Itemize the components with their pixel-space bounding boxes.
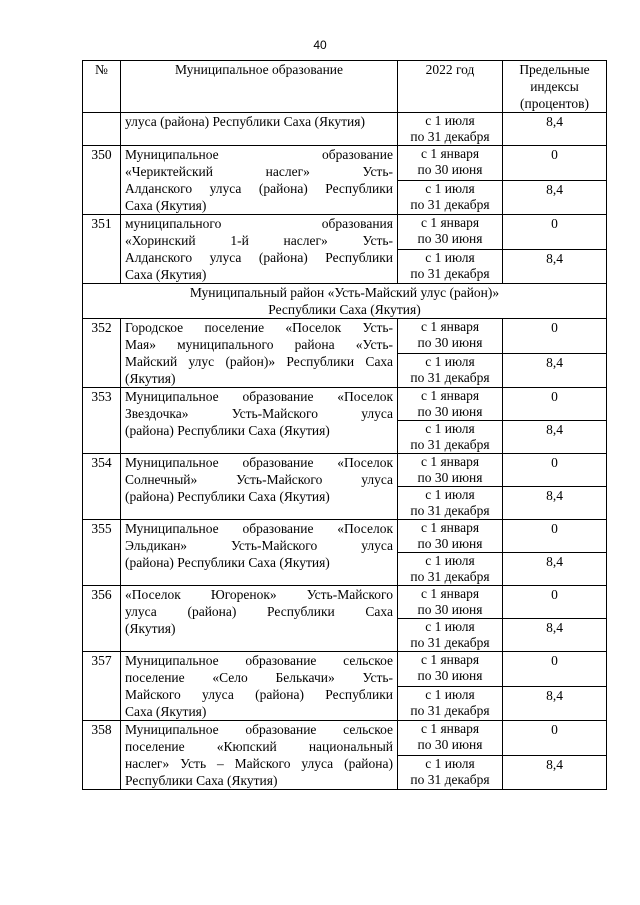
row-index-first-half: 0 — [503, 146, 607, 181]
row-index-first-half: 0 — [503, 586, 607, 619]
period-from: с 1 июля — [425, 113, 475, 128]
row-num: 354 — [83, 454, 121, 520]
row-num: 357 — [83, 652, 121, 721]
municipality-name-line: Муниципальное образование сельское — [125, 653, 393, 668]
header-municipality: Муниципальное образование — [121, 61, 398, 113]
municipality-name-line: Алданского улуса (района) Республики — [125, 181, 393, 196]
table-row-356 — [83, 586, 607, 619]
municipality-name-line: Муниципальное образование «Поселок — [125, 521, 393, 536]
row-period-first-half — [398, 215, 503, 250]
row-index-second-half: 8,4 — [503, 180, 607, 215]
row-period-second-half — [398, 249, 503, 284]
period-from: с 1 января — [420, 586, 480, 601]
row-index-second-half: 8,4 — [503, 487, 607, 520]
row-num: 350 — [83, 146, 121, 215]
row-period — [398, 113, 503, 146]
municipality-name-line: (Якутия) — [125, 621, 176, 636]
row-period-second-half — [398, 686, 503, 721]
period-to: по 31 декабря — [410, 569, 490, 584]
period-from: с 1 января — [420, 454, 480, 469]
table-row-357 — [83, 652, 607, 687]
period-from: с 1 июля — [425, 487, 475, 502]
period-to: по 30 июня — [417, 602, 483, 617]
municipality-name-line: «Хоринский 1-й наслег» Усть- — [125, 233, 393, 248]
municipality-name-line: Мая» муниципального района «Усть- — [125, 337, 393, 352]
row-index-first-half: 0 — [503, 652, 607, 687]
period-to: по 30 июня — [417, 231, 483, 246]
period-from: с 1 июля — [425, 353, 475, 369]
table-row-351 — [83, 215, 607, 250]
municipality-name-line: Саха (Якутия) — [125, 198, 207, 213]
municipality-name-line: Муниципальное образование сельское — [125, 722, 393, 737]
row-index-first-half: 0 — [503, 215, 607, 250]
row-period-first-half — [398, 586, 503, 619]
row-municipality — [121, 586, 398, 652]
row-index-second-half: 8,4 — [503, 353, 607, 388]
row-index-second-half: 8,4 — [503, 553, 607, 586]
row-num: 356 — [83, 586, 121, 652]
row-period-first-half — [398, 146, 503, 181]
period-to: по 31 декабря — [410, 129, 490, 144]
period-from: с 1 января — [420, 652, 480, 667]
row-municipality — [121, 454, 398, 520]
page-number: 40 — [313, 38, 327, 52]
row-num: 353 — [83, 388, 121, 454]
municipality-name-line: Городское поселение «Поселок Усть- — [125, 320, 393, 335]
municipality-name-line: (района) Республики Саха (Якутия) — [125, 489, 330, 504]
section-row — [83, 284, 607, 319]
period-from: с 1 июля — [425, 249, 475, 265]
period-to: по 31 декабря — [410, 771, 490, 787]
municipality-name-line: (района) Республики Саха (Якутия) — [125, 423, 330, 438]
row-num: 358 — [83, 721, 121, 790]
row-municipality — [121, 388, 398, 454]
municipality-name-line: Алданского улуса (района) Республики — [125, 250, 393, 265]
municipality-name-line: (Якутия) — [125, 371, 176, 386]
row-period-second-half — [398, 353, 503, 388]
period-to: по 30 июня — [417, 162, 483, 177]
row-index-first-half: 0 — [503, 721, 607, 756]
period-to: по 31 декабря — [410, 369, 490, 385]
table-row-355 — [83, 520, 607, 553]
row-municipality — [121, 215, 398, 284]
period-to: по 31 декабря — [410, 635, 490, 650]
municipality-name-line: Майский улус (район)» Республики Саха — [125, 354, 393, 369]
municipality-name-line: «Чериктейский наслег» Усть- — [125, 164, 393, 179]
period-from: с 1 января — [420, 319, 480, 334]
municipality-name-line: Муниципальное образование «Поселок — [125, 455, 393, 470]
period-from: с 1 июля — [425, 421, 475, 436]
municipality-name-line: Саха (Якутия) — [125, 267, 207, 282]
row-period-second-half — [398, 180, 503, 215]
table-body — [83, 113, 607, 790]
row-num — [83, 113, 121, 146]
period-to: по 31 декабря — [410, 702, 490, 718]
municipality-name-line: Майского улуса (района) Республики — [125, 687, 393, 702]
period-from: с 1 января — [420, 721, 480, 736]
period-from: с 1 июля — [425, 180, 475, 196]
row-num: 352 — [83, 319, 121, 388]
period-from: с 1 января — [420, 520, 480, 535]
row-index-second-half: 8,4 — [503, 421, 607, 454]
header-index: Предельные индексы (процентов) — [503, 61, 607, 113]
period-to: по 30 июня — [417, 737, 483, 752]
period-from: с 1 июля — [425, 553, 475, 568]
row-index-first-half: 0 — [503, 520, 607, 553]
period-to: по 31 декабря — [410, 265, 490, 281]
municipality-name-line: Звездочка» Усть-Майского улуса — [125, 406, 393, 421]
row-period-second-half — [398, 421, 503, 454]
row-num: 351 — [83, 215, 121, 284]
municipality-name-line: Солнечный» Усть-Майского улуса — [125, 472, 393, 487]
row-municipality — [121, 146, 398, 215]
period-to: по 30 июня — [417, 335, 483, 350]
row-index-first-half: 0 — [503, 454, 607, 487]
table-row-352 — [83, 319, 607, 354]
period-to: по 30 июня — [417, 470, 483, 485]
row-index-first-half: 0 — [503, 388, 607, 421]
row-period-second-half — [398, 619, 503, 652]
period-from: с 1 января — [420, 146, 480, 161]
period-from: с 1 июля — [425, 619, 475, 634]
row-period-first-half — [398, 319, 503, 354]
row-municipality — [121, 520, 398, 586]
section-title-line2: Республики Саха (Якутия) — [268, 302, 421, 317]
section-title-line1: Муниципальный район «Усть-Майский улус (район)» — [189, 285, 500, 300]
municipality-name-line: поселение «Село Белькачи» Усть- — [125, 670, 393, 685]
header-num: № — [83, 61, 121, 113]
municipality-name-line: Республики Саха (Якутия) — [125, 773, 278, 788]
row-index-second-half: 8,4 — [503, 249, 607, 284]
period-from: с 1 января — [420, 388, 480, 403]
row-period-first-half — [398, 388, 503, 421]
row-index-second-half: 8,4 — [503, 755, 607, 790]
row-index: 8,4 — [503, 113, 607, 146]
period-to: по 31 декабря — [410, 196, 490, 212]
row-num: 355 — [83, 520, 121, 586]
section-title — [83, 284, 607, 319]
municipality-name-line: «Поселок Югоренок» Усть-Майского — [125, 587, 393, 602]
table-row-353 — [83, 388, 607, 421]
municipality-name-line: (района) Республики Саха (Якутия) — [125, 555, 330, 570]
municipality-name-line: Саха (Якутия) — [125, 704, 207, 719]
row-municipality — [121, 319, 398, 388]
period-to: по 30 июня — [417, 536, 483, 551]
tariff-index-table — [82, 60, 607, 790]
period-from: с 1 июля — [425, 686, 475, 702]
table-row-354 — [83, 454, 607, 487]
row-municipality — [121, 721, 398, 790]
header-year: 2022 год — [398, 61, 503, 113]
period-to: по 30 июня — [417, 668, 483, 683]
municipality-name-line: Муниципальное образование — [125, 147, 393, 162]
period-to: по 31 декабря — [410, 437, 490, 452]
table-row-358 — [83, 721, 607, 756]
row-municipality — [121, 113, 398, 146]
row-period-second-half — [398, 553, 503, 586]
row-period-second-half — [398, 487, 503, 520]
table-row-continuation — [83, 113, 607, 146]
row-period-first-half — [398, 721, 503, 756]
period-to: по 30 июня — [417, 404, 483, 419]
row-period-second-half — [398, 755, 503, 790]
row-period-first-half — [398, 454, 503, 487]
row-period-first-half — [398, 520, 503, 553]
municipality-name-line: наслег» Усть – Майского улуса (района) — [125, 756, 393, 771]
table-header-row — [83, 61, 607, 113]
row-period-first-half — [398, 652, 503, 687]
row-index-second-half: 8,4 — [503, 686, 607, 721]
period-from: с 1 января — [420, 215, 480, 230]
municipality-name-line: муниципального образования — [125, 216, 393, 231]
municipality-name-line: поселение «Кюпский национальный — [125, 739, 393, 754]
municipality-name-line: Эльдикан» Усть-Майского улуса — [125, 538, 393, 553]
row-municipality — [121, 652, 398, 721]
municipality-name: улуса (района) Республики Саха (Якутия) — [125, 114, 365, 129]
period-to: по 31 декабря — [410, 503, 490, 518]
table-row-350 — [83, 146, 607, 181]
row-index-second-half: 8,4 — [503, 619, 607, 652]
municipality-name-line: Муниципальное образование «Поселок — [125, 389, 393, 404]
row-index-first-half: 0 — [503, 319, 607, 354]
municipality-name-line: улуса (района) Республики Саха — [125, 604, 393, 619]
period-from: с 1 июля — [425, 755, 475, 771]
